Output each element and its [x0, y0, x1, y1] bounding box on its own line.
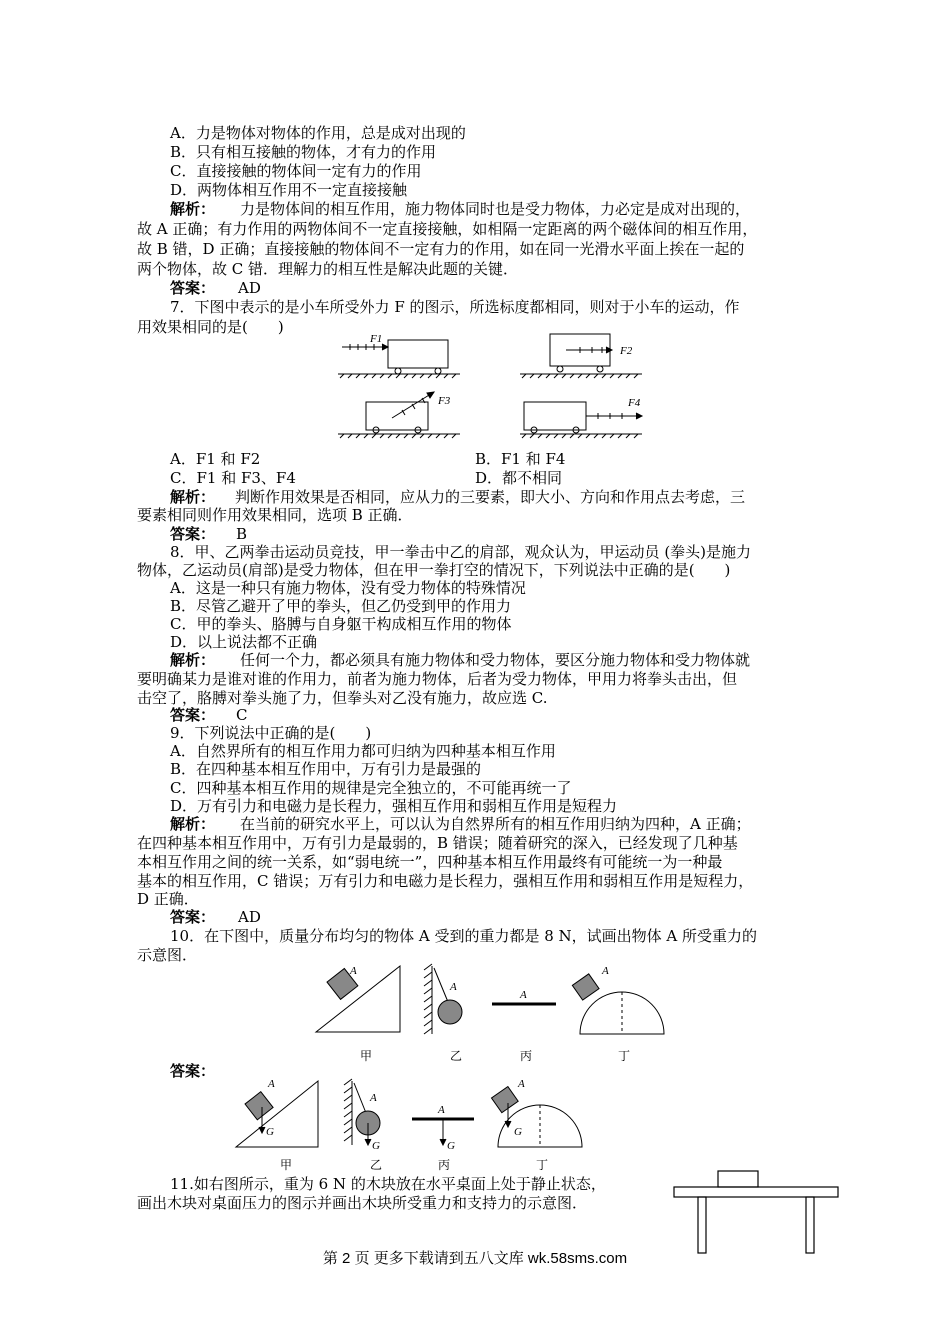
gravity-label: G	[447, 1140, 455, 1152]
q8-answer: C	[236, 706, 248, 724]
object-a-label: A	[370, 1092, 377, 1104]
q11-stem-line: 11.如右图所示，重为 6 N 的木块放在水平桌面上处于静止状态，	[170, 1175, 606, 1193]
q9-answer: AD	[238, 908, 261, 926]
object-a-label: A	[350, 965, 357, 977]
q7-analysis-line: 要素相同则作用效果相同，选项 B 正确．	[137, 506, 413, 524]
q11-table-figure	[668, 1165, 848, 1255]
force-label: F3	[438, 395, 451, 407]
q7-answer: B	[236, 525, 248, 543]
q8-option-c: C．甲的拳头、胳膊与自身躯干构成相互作用的物体	[170, 615, 512, 633]
q7-option-d: D．都不相同	[475, 469, 563, 487]
q7-option-b: B．F1 和 F4	[475, 450, 566, 468]
q7-stem-line: 用效果相同的是( )	[137, 318, 284, 336]
gravity-label: G	[514, 1126, 522, 1138]
q9-analysis-line: 基本的相互作用，C 错误；万有引力和电磁力是长程力，强相互作用和弱相互作用是短程力，	[137, 872, 754, 890]
force-label: F4	[628, 397, 641, 409]
q9-option-b: B．在四种基本相互作用中，万有引力是最强的	[170, 760, 482, 778]
q7-cart-figure	[330, 330, 660, 440]
q6-option-c: C．直接接触的物体间一定有力的作用	[170, 162, 422, 180]
object-a-label: A	[268, 1078, 275, 1090]
q6-analysis-line: 故 B 错，D 正确；直接接触的物体间不一定有力的作用，如在同一光滑水平面上挨在一起的	[137, 240, 745, 258]
q9-analysis-line: D 正确．	[137, 890, 199, 908]
q7-option-c: C．F1 和 F3、F4	[170, 469, 296, 487]
object-a-label: A	[602, 965, 609, 977]
q9-option-c: C．四种基本相互作用的规律是完全独立的，不可能再统一了	[170, 779, 572, 797]
q8-analysis-line: 击空了，胳膊对拳头施了力，但拳头对乙没有施力，故应选 C.	[137, 689, 548, 707]
object-a-label: A	[438, 1104, 445, 1116]
q9-stem: 9．下列说法中正确的是( )	[170, 724, 372, 742]
q8-stem-line: 物体，乙运动员(肩部)是受力物体，但在甲一拳打空的情况下，下列说法中正确的是( )	[137, 561, 731, 579]
ground-hatch	[340, 374, 456, 378]
q9-answer-label: 答案：	[170, 908, 216, 926]
q8-answer-label: 答案：	[170, 706, 216, 724]
figure-label-yi: 乙	[370, 1158, 383, 1172]
q10-question-figure	[310, 960, 680, 1070]
q9-option-a: A．自然界所有的相互作用力都可归纳为四种基本相互作用	[170, 742, 556, 760]
page-footer: 第 2 页 更多下载请到五八文库 wk.58sms.com	[322, 1250, 628, 1267]
figure-label-yi: 乙	[450, 1049, 463, 1063]
q8-analysis-line: 任何一个力，都必须具有施力物体和受力物体，要区分施力物体和受力物体就	[240, 651, 751, 669]
q9-analysis-line: 本相互作用之间的统一关系，如“弱电统一”，四种基本相互作用最终有可能统一为一种最	[137, 853, 723, 871]
q9-analysis-label: 解析：	[170, 815, 216, 833]
q8-option-d: D．以上说法都不正确	[170, 633, 318, 651]
q10-stem-line: 示意图．	[137, 946, 198, 964]
figure-label-bing: 丙	[520, 1049, 533, 1063]
q6-answer: AD	[238, 279, 261, 297]
q9-analysis-line: 在当前的研究水平上，可以认为自然界所有的相互作用归纳为四种，A 正确；	[240, 815, 751, 833]
q7-answer-label: 答案：	[170, 525, 216, 543]
q6-option-a: A．力是物体对物体的作用，总是成对出现的	[170, 124, 466, 142]
q10-answer-figure	[230, 1075, 590, 1175]
q7-stem-line: 7．下图中表示的是小车所受外力 F 的图示，所选标度都相同，则对于小车的运动，作	[170, 298, 740, 316]
gravity-label: G	[266, 1126, 274, 1138]
object-a-label: A	[450, 981, 457, 993]
q9-option-d: D．万有引力和电磁力是长程力，强相互作用和弱相互作用是短程力	[170, 797, 618, 815]
q11-stem-line: 画出木块对桌面压力的图示并画出木块所受重力和支持力的示意图．	[137, 1194, 588, 1212]
q8-analysis-line: 要明确某力是谁对谁的作用力，前者为施力物体，后者为受力物体，甲用力将拳头击出，但	[137, 670, 738, 688]
q6-analysis-line: 力是物体间的相互作用，施力物体同时也是受力物体，力必定是成对出现的，	[240, 200, 751, 218]
q8-option-b: B．尽管乙避开了甲的拳头，但乙仍受到甲的作用力	[170, 597, 512, 615]
force-label: F1	[370, 333, 383, 345]
object-a-label: A	[518, 1078, 525, 1090]
q6-analysis-label: 解析：	[170, 200, 216, 218]
object-a-label: A	[520, 989, 527, 1001]
q8-option-a: A．这是一种只有施力物体，没有受力物体的特殊情况	[170, 579, 526, 597]
q6-option-d: D．两物体相互作用不一定直接接触	[170, 181, 408, 199]
q8-analysis-label: 解析：	[170, 651, 216, 669]
figure-label-bing: 丙	[438, 1158, 451, 1172]
force-label: F2	[620, 345, 633, 357]
gravity-label: G	[372, 1140, 380, 1152]
q7-analysis-line: 判断作用效果是否相同，应从力的三要素，即大小、方向和作用点去考虑，三	[235, 488, 746, 506]
q8-stem-line: 8．甲、乙两拳击运动员竞技，甲一拳击中乙的肩部，观众认为，甲运动员 (拳头)是施力	[170, 543, 752, 561]
figure-label-ding: 丁	[618, 1049, 631, 1063]
q7-analysis-label: 解析：	[170, 488, 216, 506]
q9-analysis-line: 在四种基本相互作用中，万有引力是最弱的，B 错误；随着研究的深入，已经发现了几种基	[137, 834, 738, 852]
q10-stem-line: 10．在下图中，质量分布均匀的物体 A 受到的重力都是 8 N，试画出物体 A 所受重力的	[170, 927, 758, 945]
figure-label-jia: 甲	[360, 1049, 373, 1063]
figure-label-jia: 甲	[280, 1158, 293, 1172]
q6-analysis-line: 故 A 正确；有力作用的两物体间不一定直接接触，如相隔一定距离的两个磁体间的相互作用，	[137, 220, 758, 238]
q10-answer-label: 答案：	[170, 1062, 216, 1080]
q6-answer-label: 答案：	[170, 279, 216, 297]
q6-option-b: B．只有相互接触的物体，才有力的作用	[170, 143, 437, 161]
figure-label-ding: 丁	[536, 1158, 549, 1172]
q6-analysis-line: 两个物体，故 C 错．理解力的相互性是解决此题的关键．	[137, 260, 519, 278]
q7-option-a: A．F1 和 F2	[170, 450, 261, 468]
